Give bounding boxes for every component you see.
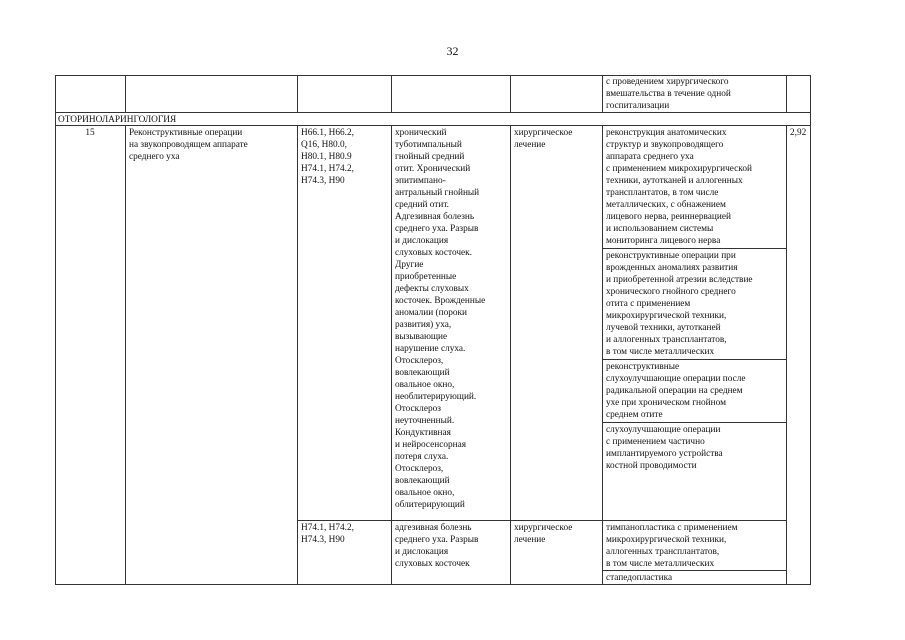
method-divider [602,359,786,360]
treatment-type: хирургическое лечение [514,128,573,150]
method-cell: с проведением хирургического вмешательства в течение одной госпитализации [606,77,731,111]
method-cell: реконструктивные слухоулучшающие операции после радикальной операции на среднем ухе при хроническом гнойном среднем отите [606,362,746,420]
method-cell: стапедопластика [606,573,673,583]
column-border [602,125,603,584]
procedures-table [55,75,811,585]
column-border [55,75,56,112]
method-divider [602,422,786,423]
diagnosis: адгезивная болезнь среднего уха. Разрыв и дислокация слуховых косточек [395,523,479,569]
group-divider [297,520,786,521]
method-cell: реконструктивные операции при врожденных аномалиях развития и приобретенной атрезии вследствие хронического гнойного среднего отита с применением микрохирургической техники, лучевой техники, аутотканей и аллогенных трансплантатов, в том числе металлических [606,251,753,357]
column-border [297,75,298,112]
column-border [55,125,56,584]
method-cell: слухоулучшающие операции с применением частично имплантируемого устройства костной проводимости [606,425,723,471]
table-bottom-border [55,584,811,585]
method-cell: тимпанопластика с применением микрохирургической техники, аллогенных трансплантатов, в том числе металлических [606,523,738,569]
page-number: 32 [446,44,459,58]
column-border [810,125,811,584]
column-border [510,75,511,112]
column-border [391,75,392,112]
diagnosis: хронический туботимпальный гнойный средний отит. Хронический эпитимпано- антральный гнойный средний отит. Адгезивная болезнь среднего уха. Разрыв и дислокация слуховых косточек. Другие приобретенные дефекты слуховых косточек. Врожденные аномалии (пороки развития) уха, вызывающие нарушение слуха. Отосклероз, вовлекающий овальное окно, необлитерирующий. Отосклероз неуточненный. Кондуктивная и нейросенсорная потеря слуха. Отосклероз, вовлекающий овальное окно, облитерирующий [395,128,486,510]
icd-codes: H74.1, H74.2, H74.3, H90 [301,523,354,545]
row-divider [55,112,811,113]
method-divider [602,248,786,249]
treatment-type: хирургическое лечение [514,523,573,545]
column-border [125,75,126,112]
method-divider [602,570,786,571]
column-border [297,125,298,584]
column-border [602,75,603,112]
norm-value: 2,92 [790,128,807,138]
column-border [391,125,392,584]
icd-codes: H66.1, H66.2, Q16, H80.0, H80.1, H80.9 H74.1, H74.2, H74.3, H90 [301,128,354,186]
column-border [55,112,56,125]
column-border [786,125,787,584]
column-border [510,125,511,584]
method-cell: реконструкция анатомических структур и звукопроводящего аппарата среднего уха с применением микрохирургической техники, аутотканей и аллогенных трансплантатов, в том числе металлических, с обнажением лицевого нерва, реиннервацией и использованием системы мониторинга лицевого нерва [606,128,752,246]
column-border [810,112,811,125]
procedure-name: Реконструктивные операции на звукопроводящем аппарате среднего уха [129,128,248,162]
column-border [125,125,126,584]
column-border [810,75,811,112]
column-border [786,75,787,112]
section-title: ОТОРИНОЛАРИНГОЛОГИЯ [58,115,177,125]
row-number: 15 [85,128,95,138]
